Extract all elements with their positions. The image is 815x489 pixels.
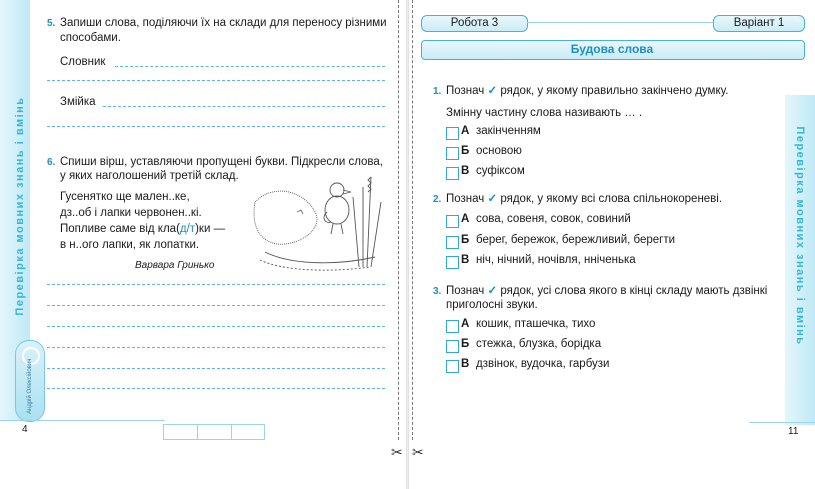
variant-label: Варіант 1 [713, 15, 805, 32]
poem-line3 [60, 222, 225, 237]
score-box-divider [231, 425, 232, 439]
q1-prompt [446, 84, 728, 99]
q1-stem: Змінну частину слова називають … . [446, 107, 643, 119]
q1-option-b-checkbox[interactable] [446, 147, 459, 160]
q2-prompt-post: рядок, у якому всі слова спільнокореневі. [500, 193, 723, 205]
q3-option-c-letter: В [461, 358, 470, 370]
q2-option-c-text: ніч, нічний, ночівля, нніченька [476, 254, 636, 266]
q2-option-a-checkbox[interactable] [446, 215, 459, 228]
write-line[interactable] [47, 388, 385, 389]
q1-option-b-text: основою [476, 145, 522, 157]
q2-option-b-letter: Б [461, 234, 470, 246]
right-page [409, 0, 815, 489]
task6-text-line1: Спиши вірш, уставляючи пропущені букви. Підкресли слова, [60, 156, 383, 168]
write-line[interactable] [47, 368, 385, 369]
write-line[interactable] [47, 80, 385, 81]
q1-option-c-checkbox[interactable] [446, 167, 459, 180]
section-title: Будова слова [570, 42, 654, 56]
q3-prompt [446, 284, 767, 299]
task6-text-line2: у яких наголошений третій склад. [60, 170, 239, 182]
q1-prompt-pre: Познач [446, 85, 485, 97]
q3-option-a-letter: А [461, 318, 470, 330]
q1-number: 1. [433, 86, 442, 97]
q2-prompt [446, 192, 722, 207]
q2-prompt-pre: Познач [446, 193, 485, 205]
q3-option-b-text: стежка, блузка, борідка [476, 338, 602, 350]
write-line[interactable] [115, 66, 385, 67]
poem-line3-part-b: )ки — [195, 223, 226, 235]
q1-option-b-letter: Б [461, 145, 470, 157]
poem-hint: д/т [179, 223, 196, 235]
q2-option-c-letter: В [461, 254, 470, 266]
q3-prompt-line2: приголосні звуки. [446, 299, 538, 311]
q1-option-c-text: суфіксом [476, 165, 525, 177]
q3-option-a-text: кошик, пташечка, тихо [476, 318, 596, 330]
q3-prompt-pre: Познач [446, 285, 485, 297]
task5-word1: Словник [60, 56, 106, 68]
write-line[interactable] [47, 305, 385, 306]
check-icon: ✓ [487, 285, 498, 297]
poem-line2: дз..об і лапки червонен..кі. [60, 207, 202, 219]
poem-author: Варвара Гринько [135, 260, 215, 271]
cut-line [412, 0, 413, 440]
q3-number: 3. [433, 286, 442, 297]
task5-text-line1: Запиши слова, поділяючи їх на склади для переносу різними [60, 17, 387, 29]
poem-line1: Гусенятко ще мален..ке, [60, 191, 190, 203]
q2-option-b-checkbox[interactable] [446, 236, 459, 249]
score-boxes [163, 424, 265, 440]
q3-option-c-text: дзвінок, вудочка, гарбузи [476, 358, 610, 370]
task5-word2: Змійка [60, 96, 96, 108]
q1-option-a-letter: А [461, 125, 470, 137]
q2-option-c-checkbox[interactable] [446, 256, 459, 269]
check-icon: ✓ [487, 193, 498, 205]
header-rule [527, 22, 713, 23]
q3-option-c-checkbox[interactable] [446, 360, 459, 373]
task5-number: 5. [47, 18, 56, 29]
work-label: Робота 3 [421, 15, 528, 32]
write-line[interactable] [47, 126, 385, 127]
q3-prompt-post: рядок, усі слова якого в кінці складу мають дзвінкі [500, 285, 768, 297]
task6-number: 6. [47, 157, 56, 168]
q2-option-a-text: сова, совеня, совок, совиний [476, 213, 631, 225]
score-box-divider [197, 425, 198, 439]
right-page-number: 11 [788, 426, 799, 437]
q2-option-a-letter: А [461, 213, 470, 225]
check-icon: ✓ [487, 85, 498, 97]
q1-prompt-post: рядок, у якому правильно закінчено думку. [500, 85, 729, 97]
q3-option-a-checkbox[interactable] [446, 320, 459, 333]
q1-option-a-checkbox[interactable] [446, 127, 459, 140]
scissors-icon: ✂ [391, 444, 403, 460]
q3-option-b-checkbox[interactable] [446, 340, 459, 353]
task5-text-line2: способами. [60, 32, 121, 44]
left-band-label: Перевірка мовних знань і вмінь [14, 96, 26, 316]
author-badge [15, 340, 45, 422]
poem-line3-part-a: Попливе саме від кла( [60, 223, 180, 235]
footer-rule [749, 422, 815, 423]
left-page [0, 0, 406, 489]
q1-option-c-letter: В [461, 165, 470, 177]
badge-text: Андрій Олексійович [27, 358, 33, 414]
q3-option-b-letter: Б [461, 338, 470, 350]
q2-number: 2. [433, 194, 442, 205]
write-line[interactable] [103, 106, 385, 107]
q1-option-a-text: закінченням [476, 125, 541, 137]
scissors-icon: ✂ [412, 444, 424, 460]
write-line[interactable] [47, 326, 385, 327]
poem-line4: в н..ого лапки, як лопатки. [60, 239, 200, 251]
write-line[interactable] [47, 347, 385, 348]
right-band-label: Перевірка мовних знань і вмінь [794, 126, 806, 346]
cut-line [398, 0, 399, 440]
write-line[interactable] [47, 284, 385, 285]
gosling-reeds-illustration [245, 172, 390, 277]
left-page-number: 4 [22, 424, 28, 435]
q2-option-b-text: берег, бережок, бережливий, берегти [476, 234, 676, 246]
footer-rule [0, 420, 165, 421]
